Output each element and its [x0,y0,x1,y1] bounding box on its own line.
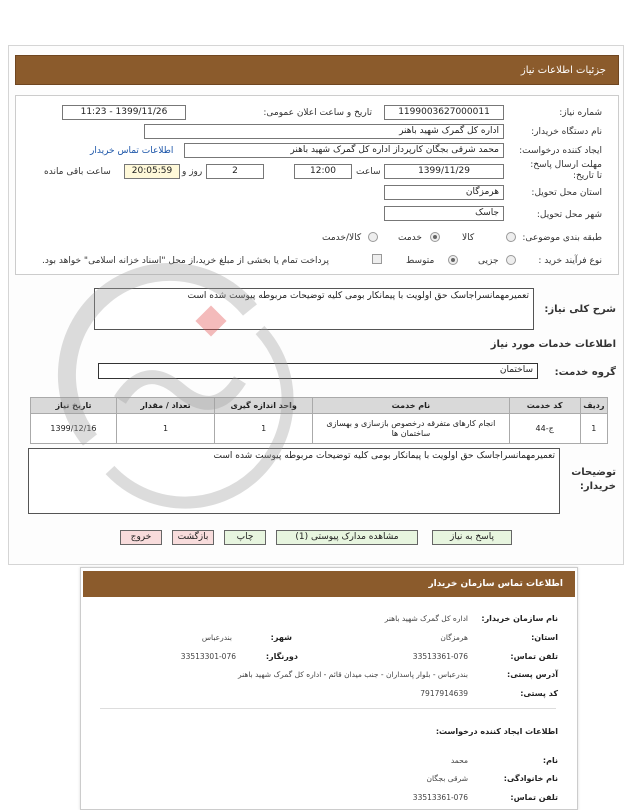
card-first-name-value: محمد [450,756,468,765]
buyer-notes-label: توضیحات خریدار: [571,467,616,492]
row-date: 1399/12/16 [31,414,117,444]
card-postal-value: 7917914639 [420,689,468,698]
announce-label: تاریخ و ساعت اعلان عمومی: [263,108,372,118]
col-date: تاریخ نیاز [31,398,117,414]
buyer-org-label: نام دستگاه خریدار: [531,127,602,137]
process-option-medium: متوسط [406,256,435,266]
col-name: نام خدمت [313,398,509,414]
summary-label: شرح کلی نیاز: [544,304,616,315]
creator-label: ایجاد کننده درخواست: [519,146,602,156]
treasury-payment-checkbox[interactable] [372,254,382,264]
card-org-value: اداره کل گمرک شهید باهنر [384,614,468,623]
need-number-label: شماره نیاز: [559,108,602,118]
need-number-field: 1199003627000011 [384,105,504,120]
province-field: هرمزگان [384,185,504,200]
back-button[interactable]: بازگشت [172,530,214,545]
process-option-minor: جزیی [478,256,499,266]
process-radio-minor[interactable] [506,255,516,265]
category-label: طبقه بندی موضوعی: [522,233,602,243]
card-org-label: نام سازمان خریدار: [481,614,558,623]
contact-card-title: اطلاعات تماس سازمان خریدار [428,579,563,589]
card-phone-label: تلفن تماس: [510,652,558,661]
print-button[interactable]: چاپ [224,530,266,545]
announce-field: 1399/11/26 - 11:23 [62,105,186,120]
deadline-label: مهلت ارسال پاسخ: تا تاریخ: [530,160,602,181]
row-code: ج-44 [509,414,580,444]
deadline-time-label: ساعت [356,167,381,177]
service-group-field: ساختمان [98,363,538,379]
remaining-label: ساعت باقی مانده [44,167,111,177]
row-unit: 1 [215,414,313,444]
reply-button[interactable]: پاسخ به نیاز [432,530,512,545]
attachments-button[interactable]: مشاهده مدارک پیوستی (1) [276,530,418,545]
card-creator-phone-label: تلفن تماس: [510,793,558,802]
col-qty: تعداد / مقدار [116,398,214,414]
contact-info-link[interactable]: اطلاعات تماس خریدار [90,146,174,156]
card-fax-value: 33513301-076 [180,652,236,661]
card-first-name-label: نام: [542,756,558,765]
card-last-name-label: نام خانوادگی: [503,774,558,783]
summary-text: تعمیرمهمانسراجاسک حق اولویت با پیمانکار بومی کلیه توضیحات مربوطه پیوست شده است [94,288,534,330]
col-code: کد خدمت [509,398,580,414]
service-group-label: گروه خدمت: [554,367,616,378]
card-city-value: بندرعباس [201,633,232,642]
details-panel [15,95,619,275]
card-city-label: شهر: [270,633,292,642]
row-index: 1 [580,414,607,444]
category-radio-goods[interactable] [506,232,516,242]
category-option-goods: کالا [462,233,475,243]
creator-field: محمد شرقی بجگان کارپرداز اداره کل گمرک شهید باهنر [184,143,504,158]
card-postal-label: کد پستی: [520,689,558,698]
card-address-value: بندرعباس - بلوار پاسداران - جنب میدان قائم - اداره کل گمرک شهید باهنر [238,670,468,679]
city-label: شهر محل تحویل: [536,210,602,220]
city-field: جاسک [384,206,504,221]
days-field: 2 [206,164,264,179]
card-creator-title: اطلاعات ایجاد کننده درخواست: [435,727,558,736]
card-fax-label: دورنگار: [265,652,298,661]
exit-button[interactable]: خروج [120,530,162,545]
remaining-time-field: 20:05:59 [124,164,180,179]
services-table [30,397,608,444]
card-phone-value: 33513361-076 [412,652,468,661]
card-province-label: استان: [531,633,558,642]
buyer-org-field: اداره کل گمرک شهید باهنر [144,124,504,139]
category-radio-both[interactable] [368,232,378,242]
process-radio-medium[interactable] [448,255,458,265]
col-unit: واحد اندازه گیری [215,398,313,414]
card-divider [100,708,556,709]
card-creator-phone-value: 33513361-076 [412,793,468,802]
card-address-label: آدرس پستی: [507,670,558,679]
page-header [15,55,619,85]
card-last-name-value: شرقی بجگان [426,774,468,783]
row-name: انجام کارهای متفرقه درخصوص بازسازی و بهسازی ساختمان ها [313,414,509,444]
page-title: جزئیات اطلاعات نیاز [520,65,606,76]
category-option-service: خدمت [398,233,422,243]
deadline-time-field: 12:00 [294,164,352,179]
days-label: روز و [182,167,203,177]
category-radio-service[interactable] [430,232,440,242]
category-option-both: کالا/خدمت [322,233,362,243]
province-label: استان محل تحویل: [531,188,602,198]
contact-card-header [83,571,575,597]
treasury-payment-note: پرداخت تمام یا بخشی از مبلغ خرید،از محل "اسناد خزانه اسلامی" خواهد بود. [42,256,330,266]
card-province-value: هرمزگان [440,633,468,642]
buyer-notes-text: تعمیرمهمانسراجاسک حق اولویت با پیمانکار بومی کلیه توضیحات مربوطه پیوست شده است [28,448,560,514]
table-row [31,414,608,444]
services-table-header [31,398,608,414]
row-qty: 1 [116,414,214,444]
services-title: اطلاعات خدمات مورد نیاز [490,339,616,350]
col-index: ردیف [580,398,607,414]
process-label: نوع فرآیند خرید : [538,256,602,266]
deadline-date-field: 1399/11/29 [384,164,504,179]
